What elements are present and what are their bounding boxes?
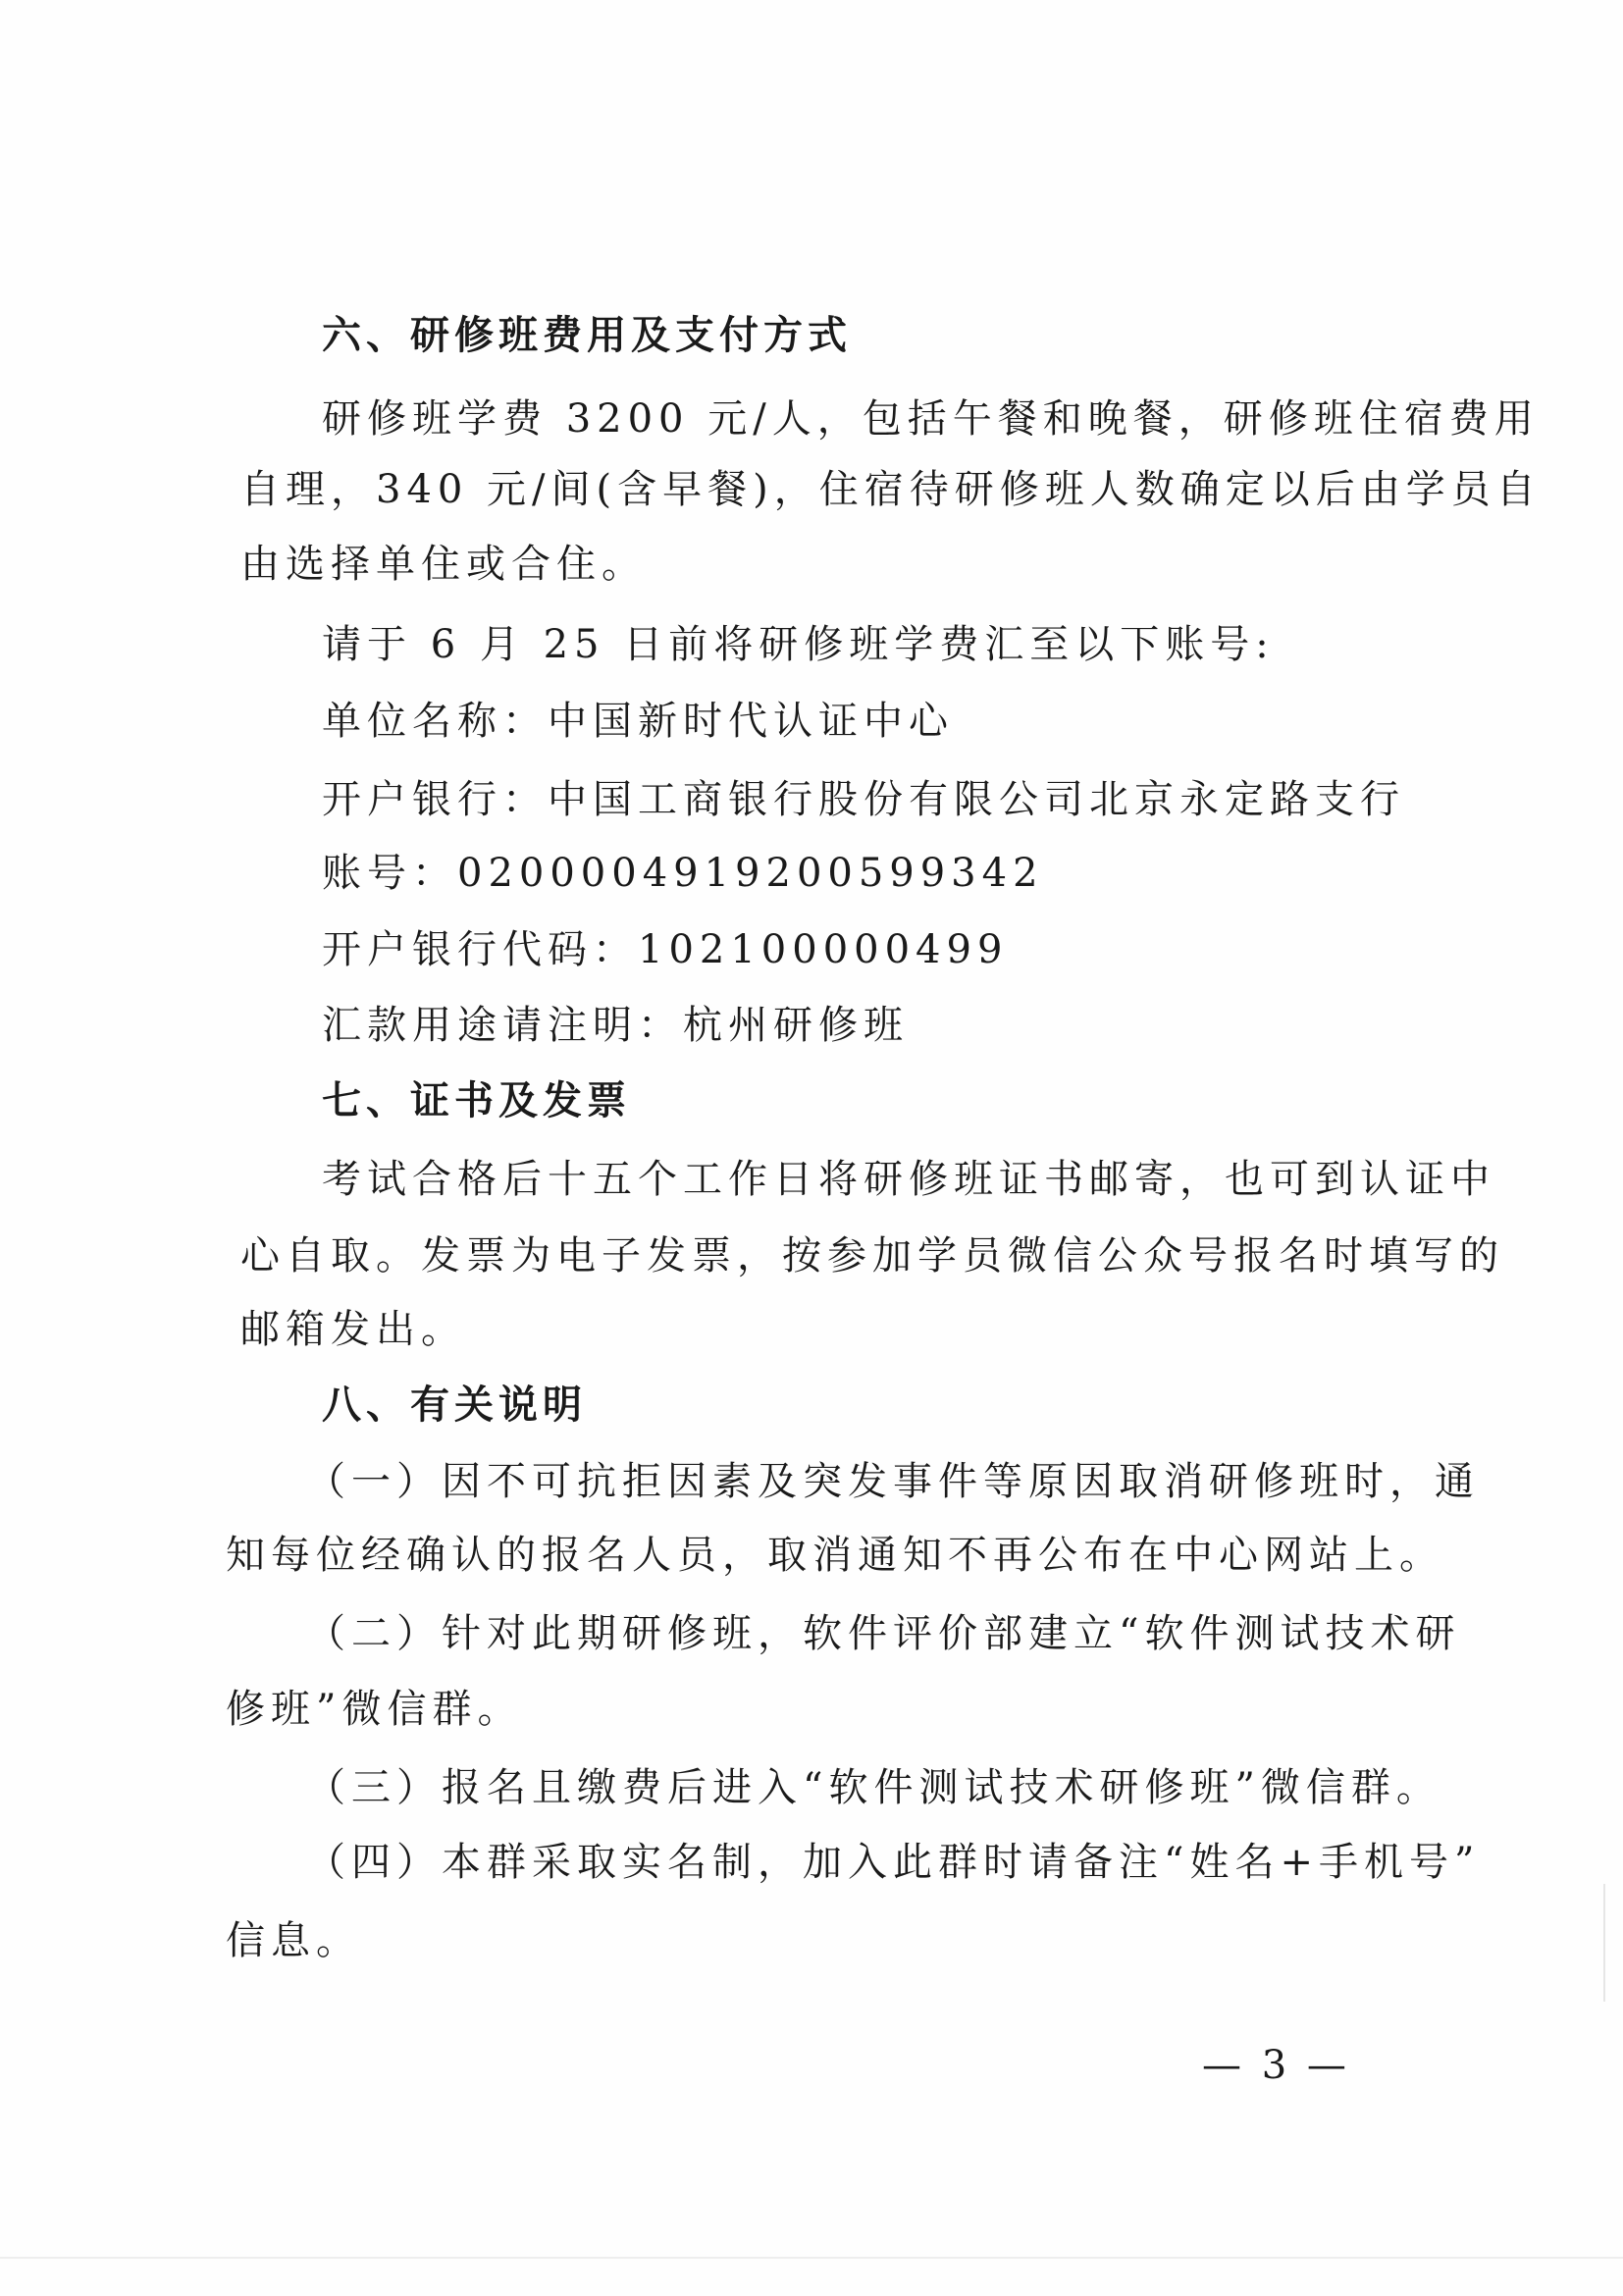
scan-edge-mark (1603, 1884, 1605, 2002)
bank-name: 开户银行：中国工商银行股份有限公司北京永定路支行 (322, 777, 1405, 822)
note-2-line-1: （二）针对此期研修班，软件评价部建立“软件测试技术研 (306, 1611, 1461, 1656)
section-7-para-line-2: 心自取。发票为电子发票，按参加学员微信公众号报名时填写的 (240, 1233, 1504, 1278)
section-6-para-line-3: 由选择单住或合住。 (240, 542, 647, 587)
bank-code: 开户银行代码：102100000499 (322, 927, 1009, 972)
remit-note: 汇款用途请注明：杭州研修班 (322, 1003, 909, 1048)
note-3-line-1: （三）报名且缴费后进入“软件测试技术研修班”微信群。 (306, 1765, 1441, 1810)
section-6-para-line-1: 研修班学费 3200 元/人，包括午餐和晚餐，研修班住宿费用 (322, 396, 1540, 442)
page-number: — 3 — (1202, 2043, 1350, 2088)
account-number: 账号：0200004919200599342 (322, 851, 1044, 896)
note-2-line-2: 修班”微信群。 (226, 1687, 523, 1732)
section-6-para-line-2: 自理，340 元/间(含早餐)，住宿待研修班人数确定以后由学员自 (240, 467, 1542, 512)
scan-bottom-edge (0, 2257, 1623, 2259)
section-7-para-line-3: 邮箱发出。 (240, 1307, 466, 1352)
section-6-heading: 六、研修班费用及支付方式 (322, 313, 852, 358)
section-7-heading: 七、证书及发票 (322, 1078, 631, 1123)
payment-notice: 请于 6 月 25 日前将研修班学费汇至以下账号: (322, 622, 1275, 667)
note-4-line-1: （四）本群采取实名制，加入此群时请备注“姓名+手机号” (306, 1840, 1481, 1885)
unit-name: 单位名称：中国新时代认证中心 (322, 699, 954, 744)
note-1-line-1: （一）因不可抗拒因素及突发事件等原因取消研修班时，通 (306, 1459, 1480, 1504)
note-1-line-2: 知每位经确认的报名人员，取消通知不再公布在中心网站上。 (226, 1533, 1444, 1578)
section-8-heading: 八、有关说明 (322, 1383, 587, 1428)
note-4-line-2: 信息。 (226, 1918, 361, 1963)
section-7-para-line-1: 考试合格后十五个工作日将研修班证书邮寄，也可到认证中 (322, 1157, 1495, 1202)
